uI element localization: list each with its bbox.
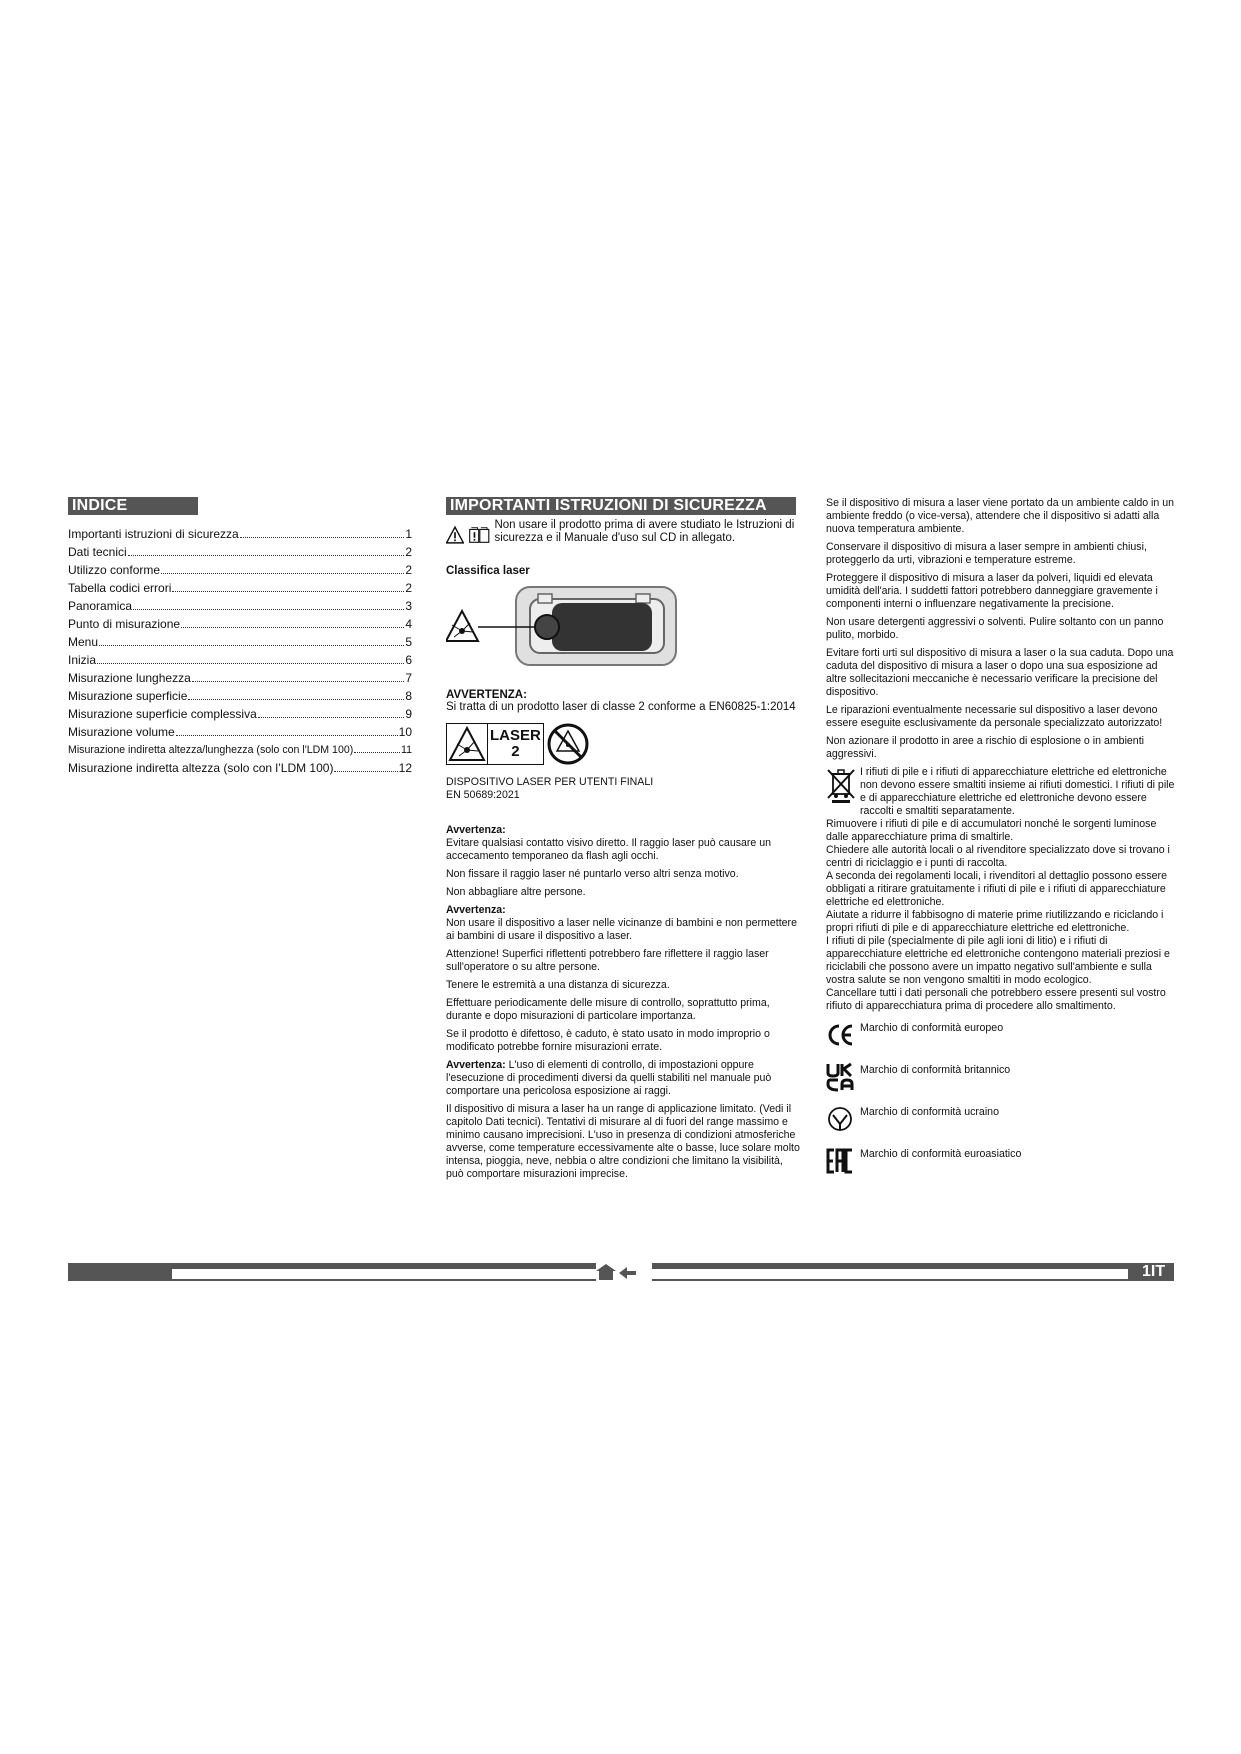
toc-entry[interactable] xyxy=(68,543,412,561)
toc-entry[interactable] xyxy=(68,597,412,615)
care-paragraph: Non usare detergenti aggressivi o solventi. Pulire soltanto con un panno pulito, morbido. xyxy=(826,616,1164,641)
toc-entry-page: 2 xyxy=(405,563,412,577)
toc-entry-title: Menu xyxy=(68,635,99,649)
toc-entry-title: Dati tecnici xyxy=(68,545,127,559)
warning-triangle-icon xyxy=(446,519,464,551)
avvertenza-1-heading: Avvertenza: xyxy=(446,824,506,836)
toc-leader xyxy=(161,573,404,574)
care-column xyxy=(826,497,1180,1181)
toc-entry-page: 3 xyxy=(405,599,412,613)
avvertenza-2-paragraph: Tenere le estremità a una distanza di sicurezza. xyxy=(446,979,670,991)
avvertenza-1-paragraph: Non abbagliare altre persone. xyxy=(446,886,586,898)
avvertenza-3-paragraph xyxy=(446,1059,800,1098)
toc-list xyxy=(68,525,412,777)
toc-entry-title: Punto di misurazione xyxy=(68,617,181,631)
disposal-paragraph: Aiutate a ridurre il fabbisogno di materie prime riutilizzando e riciclando i propri rifiuti di pile e di apparecchiature elettriche ed elettroniche. xyxy=(826,909,1164,934)
toc-leader xyxy=(176,735,398,736)
toc-entry-title: Misurazione volume xyxy=(68,725,175,739)
toc-column xyxy=(68,497,412,777)
toc-entry-page: 2 xyxy=(405,581,412,595)
toc-entry-title: Importanti istruzioni di sicurezza xyxy=(68,527,239,541)
avvertenza-1-paragraph: Non fissare il raggio laser né puntarlo verso altri senza motivo. xyxy=(446,868,739,880)
manual-book-icon xyxy=(468,519,490,551)
toc-title: INDICE xyxy=(68,497,198,515)
page-number: 1IT xyxy=(1142,1263,1166,1280)
toc-leader xyxy=(240,537,405,538)
toc-entry-page: 10 xyxy=(398,725,412,739)
toc-entry-title: Misurazione lunghezza xyxy=(68,671,191,685)
toc-entry[interactable] xyxy=(68,633,412,651)
disposal-paragraph: Cancellare tutti i dati personali che potrebbero essere presenti sul vostro rifiuto di apparecchiatura prima di procedere allo smaltimento. xyxy=(826,987,1166,1012)
toc-leader xyxy=(133,609,404,610)
conformity-marks xyxy=(826,1020,1180,1181)
care-paragraph: Non azionare il prodotto in aree a rischio di esplosione o in ambienti aggressivi. xyxy=(826,735,1144,760)
eac-mark-icon xyxy=(826,1146,854,1181)
toc-entry[interactable] xyxy=(68,669,412,687)
toc-entry-page: 9 xyxy=(405,707,412,721)
toc-entry-title: Tabella codici errori xyxy=(68,581,172,595)
conformity-mark xyxy=(826,1104,1180,1139)
toc-leader xyxy=(97,663,404,664)
toc-entry-page: 12 xyxy=(398,761,412,775)
toc-leader xyxy=(172,591,404,592)
care-paragraph: Le riparazioni eventualmente necessarie sul dispositivo a laser devono essere eseguite esclusivamente da personale specializzato autorizzato! xyxy=(826,704,1163,729)
toc-entry-title: Utilizzo conforme xyxy=(68,563,161,577)
conformity-mark xyxy=(826,1062,1180,1097)
disposal-paragraph: Chiedere alle autorità locali o al rivenditore specializzato dove si trovano i centri di riciclaggio e i punti di raccolta. xyxy=(826,844,1170,869)
care-paragraphs xyxy=(826,497,1180,761)
safety-title: IMPORTANTI ISTRUZIONI DI SICUREZZA xyxy=(446,497,796,515)
toc-entry[interactable] xyxy=(68,723,412,741)
toc-leader xyxy=(258,717,405,718)
toc-entry-page: 6 xyxy=(405,653,412,667)
toc-entry-title: Misurazione superficie xyxy=(68,689,188,703)
toc-entry[interactable] xyxy=(68,525,412,543)
toc-entry[interactable] xyxy=(68,741,412,759)
toc-entry-page: 1 xyxy=(405,527,412,541)
safety-intro xyxy=(446,519,800,551)
toc-entry[interactable] xyxy=(68,561,412,579)
toc-leader xyxy=(99,645,404,646)
back-arrow-icon[interactable] xyxy=(619,1267,636,1279)
avvertenza-2-heading: Avvertenza: xyxy=(446,904,506,916)
toc-entry-page: 2 xyxy=(405,545,412,559)
toc-leader xyxy=(334,771,397,772)
conformity-mark-label: Marchio di conformità britannico xyxy=(860,1064,1011,1076)
laser-label-class: 2 xyxy=(511,743,520,760)
care-paragraph: Conservare il dispositivo di misura a laser sempre in ambienti chiusi, proteggerlo da urti, vibrazioni e temperature estreme. xyxy=(826,541,1147,566)
care-paragraph: Evitare forti urti sul dispositivo di misura a laser o la sua caduta. Dopo una caduta del dispositivo di misura a laser o dopo una sua esposizione ad altre sollecitazioni meccaniche è necessario verificare la precisione del dispositivo. xyxy=(826,647,1174,698)
toc-entry-title: Misurazione indiretta altezza (solo con l’LDM 100) xyxy=(68,761,334,775)
conformity-mark xyxy=(826,1020,1180,1055)
avvertenza-2-paragraph: Se il prodotto è difettoso, è caduto, è stato usato in modo improprio o modificato potrebbe fornire misurazioni errate. xyxy=(446,1028,770,1053)
toc-leader xyxy=(128,555,405,556)
laser-device-illustration xyxy=(446,585,686,669)
toc-entry[interactable] xyxy=(68,759,412,777)
ua-mark-icon xyxy=(826,1104,854,1139)
toc-entry-page: 11 xyxy=(401,744,412,756)
disposal-paragraph: A seconda dei regolamenti locali, i rivenditori al dettaglio possono essere obbligati a ritirare gratuitamente i rifiuti di pile e i rifiuti di apparecchiature elettriche ed elettroniche. xyxy=(826,870,1167,908)
safety-intro-text: Non usare il prodotto prima di avere studiato le Istruzioni di sicurezza e il Manuale d'uso sul CD in allegato. xyxy=(494,519,795,544)
toc-entry-page: 5 xyxy=(405,635,412,649)
toc-entry[interactable] xyxy=(68,651,412,669)
care-paragraph: Se il dispositivo di misura a laser viene portato da un ambiente caldo in un ambiente freddo (o vice-versa), attendere che il dispositivo si adatti alla nuova temperatura ambiente. xyxy=(826,497,1175,535)
avvertenza-3-text: L'uso di elementi di controllo, di impostazioni oppure l'esecuzione di procedimenti diversi da quelli stabiliti nel manuale può comportare una pericolosa esposizione ai raggi. xyxy=(446,1059,772,1097)
laser-class-2-box xyxy=(446,723,544,765)
toc-entry-page: 7 xyxy=(405,671,412,685)
do-not-stare-into-beam-icon xyxy=(546,722,590,766)
laser-device-standard-line1: DISPOSITIVO LASER PER UTENTI FINALI xyxy=(446,776,654,788)
avvertenza-1-list xyxy=(446,837,800,899)
conformity-mark-label: Marchio di conformità europeo xyxy=(860,1022,1004,1034)
toc-entry-page: 8 xyxy=(405,689,412,703)
conformity-mark xyxy=(826,1146,1180,1181)
conformity-mark-label: Marchio di conformità ucraino xyxy=(860,1106,999,1118)
toc-entry[interactable] xyxy=(68,579,412,597)
conformity-mark-label: Marchio di conformità euroasiatico xyxy=(860,1148,1022,1160)
range-paragraph: Il dispositivo di misura a laser ha un range di applicazione limitato. (Vedi il capitolo Dati tecnici). Tentativi di misurare al di fuori del range massimo e minimo causano imprecisioni. L'uso in presenza di condizioni atmosferiche avverse, come temperature eccessivamente alte o basse, luce solare molto intensa, pioggia, neve, nebbia o altre condizioni che limitano la visibilità, può comportare misurazioni imprecise. xyxy=(446,1103,800,1180)
disposal-paragraph: Rimuovere i rifiuti di pile e di accumulatori nonché le sorgenti luminose dalle apparecchiature prima di smaltirle. xyxy=(826,818,1157,843)
toc-leader xyxy=(181,627,404,628)
toc-entry-title: Misurazione superficie complessiva xyxy=(68,707,257,721)
home-icon[interactable] xyxy=(596,1264,616,1280)
crossed-bin-icon xyxy=(826,766,856,804)
toc-entry[interactable] xyxy=(68,687,412,705)
avvertenza-1-paragraph: Evitare qualsiasi contatto visivo diretto. Il raggio laser può causare un accecamento temporaneo da flash agli occhi. xyxy=(446,837,772,862)
toc-leader xyxy=(188,699,404,700)
warning-text: Si tratta di un prodotto laser di classe 2 conforme a EN60825-1:2014 xyxy=(446,701,796,713)
avvertenza-2-paragraph: Effettuare periodicamente delle misure di controllo, soprattutto prima, durante e dopo misurazioni di particolare importanza. xyxy=(446,997,770,1022)
laser-class-label xyxy=(446,722,800,766)
avvertenza-2-list xyxy=(446,917,800,1054)
toc-entry-title: Inizia xyxy=(68,653,97,667)
toc-entry-title: Panoramica xyxy=(68,599,133,613)
laser-radiation-icon xyxy=(447,725,487,763)
safety-column xyxy=(446,497,800,1186)
laser-class-heading: Classifica laser xyxy=(446,565,530,577)
toc-leader xyxy=(192,681,405,682)
toc-leader xyxy=(354,752,400,753)
avvertenza-3-heading: Avvertenza: xyxy=(446,1059,506,1071)
weee-text: I rifiuti di pile e i rifiuti di apparecchiature elettriche ed elettroniche non devono essere smaltiti insieme ai rifiuti domestici. I rifiuti di pile e di apparecchiature elettriche ed elettroniche devono essere raccolti e smaltiti separatamente. xyxy=(860,766,1175,817)
toc-entry-title: Misurazione indiretta altezza/lunghezza (solo con l'LDM 100) xyxy=(68,744,354,756)
laser-device-standard xyxy=(446,776,800,802)
avvertenza-2-paragraph: Non usare il dispositivo a laser nelle vicinanze di bambini e non permettere ai bambini di usare il dispositivo a laser. xyxy=(446,917,797,942)
disposal-paragraphs xyxy=(826,818,1180,1013)
toc-entry[interactable] xyxy=(68,615,412,633)
care-paragraph: Proteggere il dispositivo di misura a laser da polveri, liquidi ed elevata umidità dell'aria. I suddetti fattori potrebbero danneggiare gravemente i componenti interni o influenzare negativamente la precisione. xyxy=(826,572,1158,610)
toc-entry-page: 4 xyxy=(405,617,412,631)
warning-heading: AVVERTENZA: xyxy=(446,689,527,701)
ukca-mark-icon xyxy=(826,1062,854,1097)
disposal-paragraph: I rifiuti di pile (specialmente di pile agli ioni di litio) e i rifiuti di apparecchiature elettriche ed elettroniche contengono materiali preziosi e riciclabili che possono avere un impatto negativo sull'ambiente e sulla vostra salute se non vengono smaltiti in modo ecologico. xyxy=(826,935,1170,986)
ce-mark-icon xyxy=(826,1020,854,1055)
laser-label-word: LASER xyxy=(490,727,541,744)
laser-device-standard-line2: EN 50689:2021 xyxy=(446,789,520,801)
weee-notice xyxy=(826,766,1180,818)
avvertenza-2-paragraph: Attenzione! Superfici riflettenti potrebbero fare riflettere il raggio laser sull'operatore o su altre persone. xyxy=(446,948,769,973)
toc-entry[interactable] xyxy=(68,705,412,723)
footer-nav xyxy=(596,1263,652,1281)
